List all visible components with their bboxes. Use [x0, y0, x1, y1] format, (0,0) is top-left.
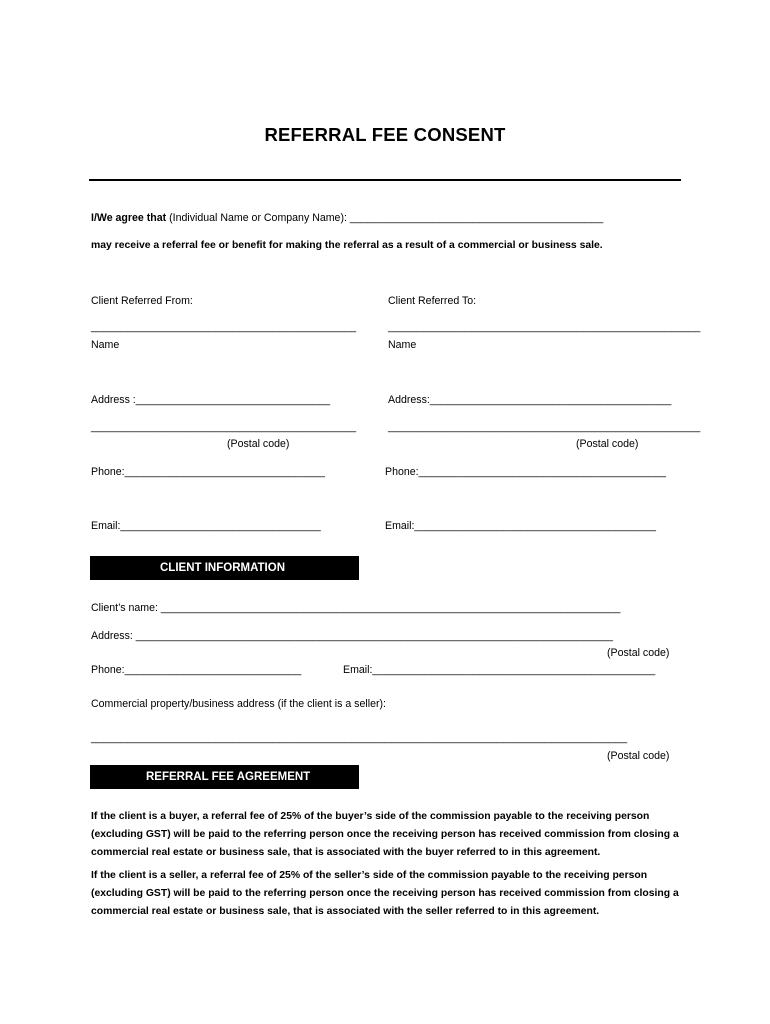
seller-clause: If the client is a seller, a referral fee of 25% of the seller’s side of the commission payable to the receiving person (excluding GST) will be paid to the referring person once the receiving person has received commission from closing a commercial real estate or business sale, that is associated with the seller referred to in this agreement.: [91, 870, 679, 917]
referred-from-phone-field[interactable]: Phone:__________________________________: [91, 466, 325, 478]
client-name-field[interactable]: Client’s name: ______________________________________________________________________________: [91, 602, 621, 614]
referred-to-name-label: Name: [388, 339, 417, 351]
agree-line: [91, 212, 603, 224]
title-divider: [89, 179, 681, 181]
referred-to-heading: Client Referred To:: [388, 295, 477, 307]
referred-to-address-line2[interactable]: _____________________________________________________: [388, 421, 701, 433]
client-address-field[interactable]: Address: _________________________________________________________________________________: [91, 630, 613, 642]
client-information-heading: [90, 556, 359, 580]
referred-from-email-field[interactable]: Email:__________________________________: [91, 520, 321, 532]
client-phone-field[interactable]: Phone:______________________________: [91, 664, 302, 676]
referred-from-heading: Client Referred From:: [91, 295, 193, 307]
referred-to-name-field[interactable]: _____________________________________________________: [388, 321, 701, 333]
client-postal-label: (Postal code): [607, 647, 670, 659]
referred-from-postal-label: (Postal code): [227, 438, 290, 450]
referred-from-address-field[interactable]: Address :_________________________________: [91, 394, 331, 406]
referral-statement: may receive a referral fee or benefit for making the referral as a result of a commercial or business sale.: [91, 240, 603, 251]
page-title: REFERRAL FEE CONSENT: [264, 124, 506, 145]
client-email-field[interactable]: Email:________________________________________________: [343, 664, 656, 676]
referred-from-name-label: Name: [91, 339, 120, 351]
agree-bold: I/We agree that: [91, 212, 167, 224]
property-address-field[interactable]: ___________________________________________________________________________________________: [91, 732, 628, 744]
referral-fee-agreement-heading-text: REFERRAL FEE AGREEMENT: [146, 771, 311, 783]
referred-to-postal-label: (Postal code): [576, 438, 639, 450]
referred-to-email-field[interactable]: Email:_________________________________________: [385, 520, 656, 532]
buyer-clause: If the client is a buyer, a referral fee of 25% of the buyer’s side of the commission payable to the receiving person (excluding GST) will be paid to the referring person once the receiving person has received commission from closing a commercial real estate or business sale, that is associated with the buyer referred to in this agreement.: [91, 811, 679, 858]
agree-name-field[interactable]: (Individual Name or Company Name): ___________________________________________: [166, 212, 604, 224]
referred-from-name-field[interactable]: _____________________________________________: [91, 321, 357, 333]
referred-to-phone-field[interactable]: Phone:__________________________________________: [385, 466, 667, 478]
referred-to-address-field[interactable]: Address:_________________________________________: [388, 394, 672, 406]
property-address-label: Commercial property/business address (if the client is a seller):: [91, 698, 386, 710]
referred-from-address-line2[interactable]: _____________________________________________: [91, 421, 357, 433]
property-postal-label: (Postal code): [607, 750, 670, 762]
referral-fee-agreement-heading: [90, 765, 359, 789]
client-information-heading-text: CLIENT INFORMATION: [160, 562, 285, 574]
